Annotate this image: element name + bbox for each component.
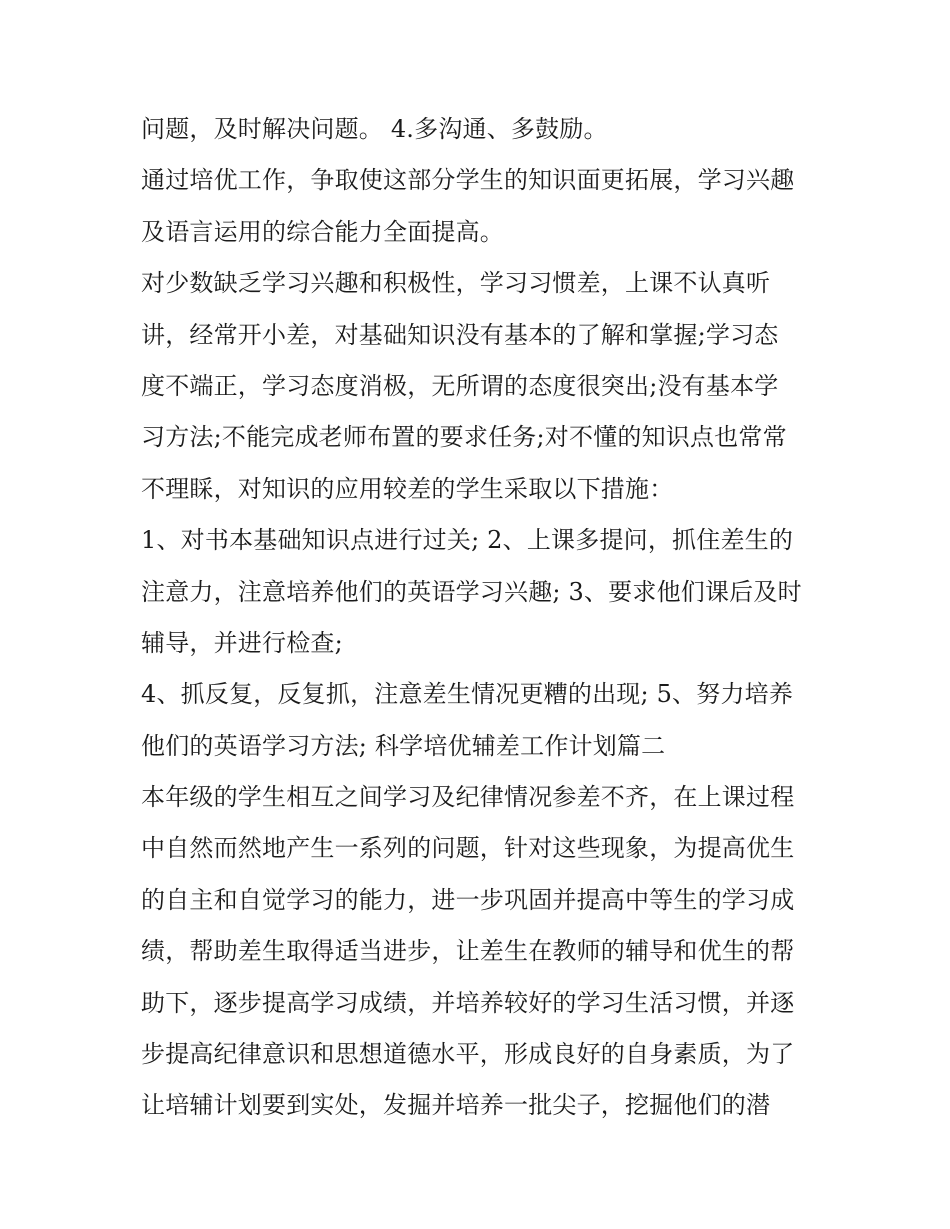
text-line: 本年级的学生相互之间学习及纪律情况参差不齐，在上课过程 [141,783,795,812]
text-line: 4、抓反复，反复抓，注意差生情况更糟的出现; 5、努力培养 [141,680,794,709]
text-line: 让培辅计划要到实处，发掘并培养一批尖子，挖掘他们的潜 [141,1091,771,1120]
text-line: 的自主和自觉学习的能力，进一步巩固并提高中等生的学习成 [141,885,795,914]
text-line: 习方法;不能完成老师布置的要求任务;对不懂的知识点也常常 [141,423,787,452]
text-line: 助下，逐步提高学习成绩，并培养较好的学习生活习惯，并逐 [141,988,795,1017]
text-line: 及语言运用的综合能力全面提高。 [141,217,504,246]
text-line: 度不端正，学习态度消极，无所谓的态度很突出;没有基本学 [141,371,779,400]
text-line: 步提高纪律意识和思想道德水平，形成良好的自身素质，为了 [141,1040,795,1069]
text-line: 中自然而然地产生一系列的问题，针对这些现象，为提高优生 [141,834,795,863]
text-line: 注意力，注意培养他们的英语学习兴趣; 3、要求他们课后及时 [141,577,802,606]
text-line: 绩，帮助差生取得适当进步，让差生在教师的辅导和优生的帮 [141,937,795,966]
text-line: 讲，经常开小差，对基础知识没有基本的了解和掌握;学习态 [141,320,779,349]
text-line: 1、对书本基础知识点进行过关; 2、上课多提问，抓住差生的 [141,526,794,555]
text-line: 对少数缺乏学习兴趣和积极性，学习习惯差，上课不认真听 [141,269,771,298]
text-line: 问题，及时解决问题。 4.多沟通、多鼓励。 [141,115,608,143]
text-line: 辅导，并进行检查; [141,628,343,657]
text-line: 通过培优工作，争取使这部分学生的知识面更拓展，学习兴趣 [141,166,795,195]
document-body [141,104,821,1132]
text-line: 不理睬，对知识的应用较差的学生采取以下措施： [141,474,674,503]
text-line: 他们的英语学习方法; 科学培优辅差工作计划篇二 [141,731,666,760]
